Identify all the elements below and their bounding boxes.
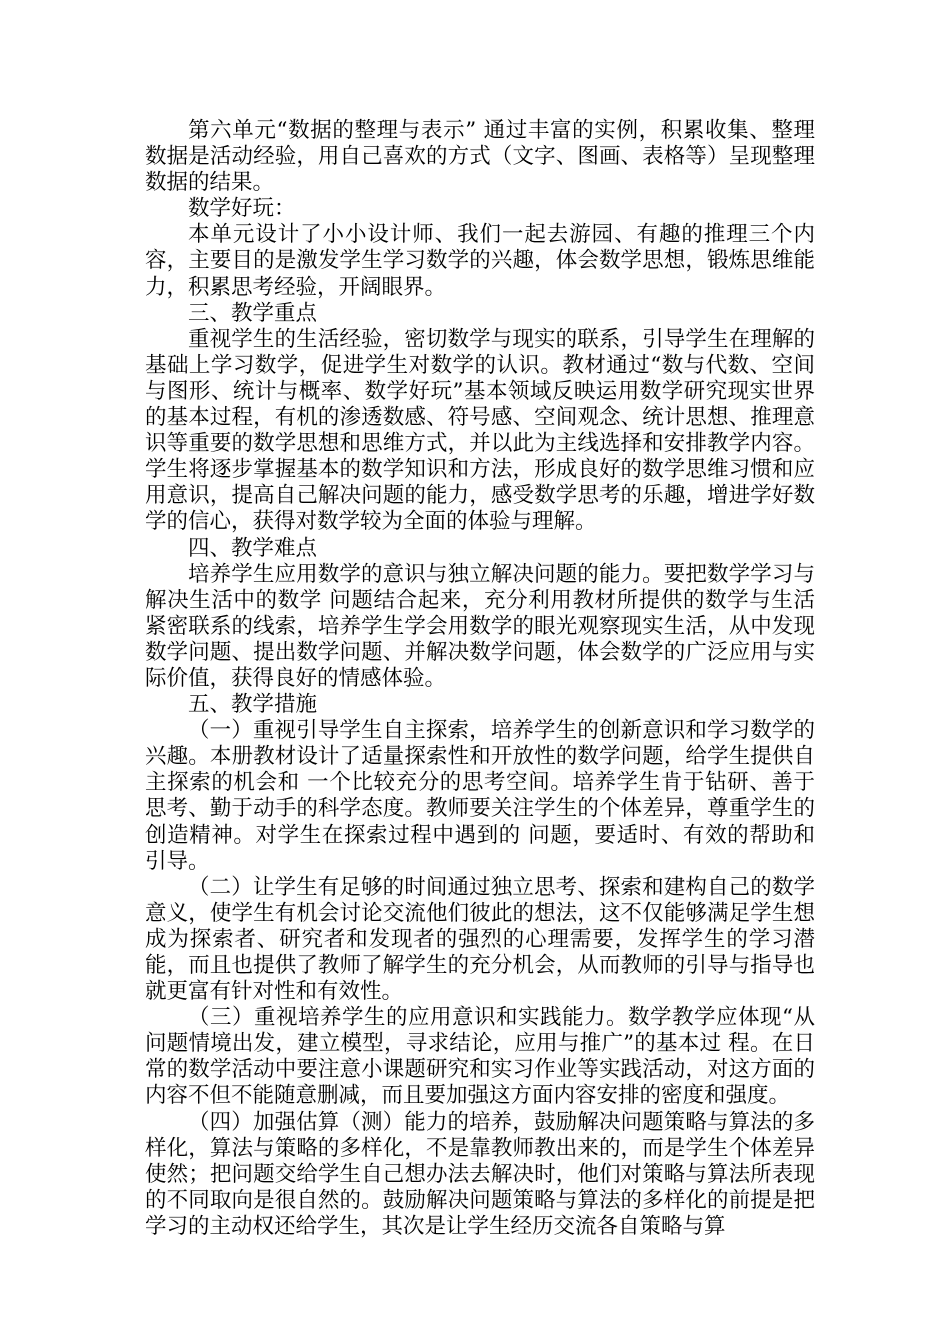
paragraph-teaching-difficulty: 培养学生应用数学的意识与独立解决问题的能力。要把数学学习与解决生活中的数学 问题结合起来，充分利用教材所提供的数学与生活紧密联系的线索，培养学生学会用数学的眼光观察现实生活，从中发现数学问题、提出数学问题、并解决数学问题，体会数学的广泛应用与实际价值，获得良好的情感体验。: [145, 561, 815, 691]
heading-teaching-difficulty: 四、教学难点: [188, 535, 318, 561]
paragraph-teaching-focus: 重视学生的生活经验，密切数学与现实的联系，引导学生在理解的基础上学习数学，促进学生对数学的认识。教材通过“数与代数、空间与图形、统计与概率、数学好玩”基本领域反映运用数学研究现实世界的基本过程，有机的渗透数感、符号感、空间观念、统计思想、推理意识等重要的数学思想和思维方式，并以此为主线选择和安排教学内容。学生将逐步掌握基本的数学知识和方法，形成良好的数学思维习惯和应用意识，提高自己解决问题的能力，感受数学思考的乐趣，增进学好数学的信心，获得对数学较为全面的体验与理解。: [145, 326, 815, 535]
paragraph-measure-4: （四）加强估算（测）能力的培养，鼓励解决问题策略与算法的多样化，算法与策略的多样化，不是靠教师教出来的，而是学生个体差异使然；把问题交给学生自己想办法去解决时，他们对策略与算法所表现的不同取向是很自然的。鼓励解决问题策略与算法的多样化的前提是把学习的主动权还给学生，其次是让学生经历交流各自策略与算: [145, 1109, 815, 1239]
heading-teaching-focus: 三、教学重点: [188, 300, 318, 326]
paragraph-measure-2: （二）让学生有足够的时间通过独立思考、探索和建构自己的数学意义，使学生有机会讨论交流他们彼此的想法，这不仅能够满足学生想成为探索者、研究者和发现者的强烈的心理需要，发挥学生的学习潜能，而且也提供了教师了解学生的充分机会，从而教师的引导与指导也就更富有针对性和有效性。: [145, 874, 815, 1005]
paragraph-measure-3: （三）重视培养学生的应用意识和实践能力。数学教学应体现“从问题情境出发，建立模型，寻求结论，应用与推广”的基本过 程。在日常的数学活动中要注意小课题研究和实习作业等实践活动，对这方面的内容不但不能随意删减，而且要加强这方面内容安排的密度和强度。: [145, 1005, 815, 1109]
paragraph-measure-1: （一）重视引导学生自主探索，培养学生的创新意识和学习数学的兴趣。本册教材设计了适量探索性和开放性的数学问题，给学生提供自主探索的机会和 一个比较充分的思考空间。培养学生肯于钻研、善于思考、勤于动手的科学态度。教师要关注学生的个体差异，尊重学生的创造精神。对学生在探索过程中遇到的 问题，要适时、有效的帮助和引导。: [145, 718, 815, 874]
heading-teaching-measures: 五、教学措施: [188, 692, 318, 718]
document-page: [145, 118, 815, 1240]
paragraph-math-fun: 本单元设计了小小设计师、我们一起去游园、有趣的推理三个内容，主要目的是激发学生学习数学的兴趣，体会数学思想，锻炼思维能力，积累思考经验，开阔眼界。: [145, 222, 815, 300]
paragraph-unit-six: 第六单元“数据的整理与表示” 通过丰富的实例，积累收集、整理数据是活动经验，用自己喜欢的方式（文字、图画、表格等）呈现整理数据的结果。: [145, 118, 815, 196]
heading-math-fun: 数学好玩：: [188, 196, 296, 222]
